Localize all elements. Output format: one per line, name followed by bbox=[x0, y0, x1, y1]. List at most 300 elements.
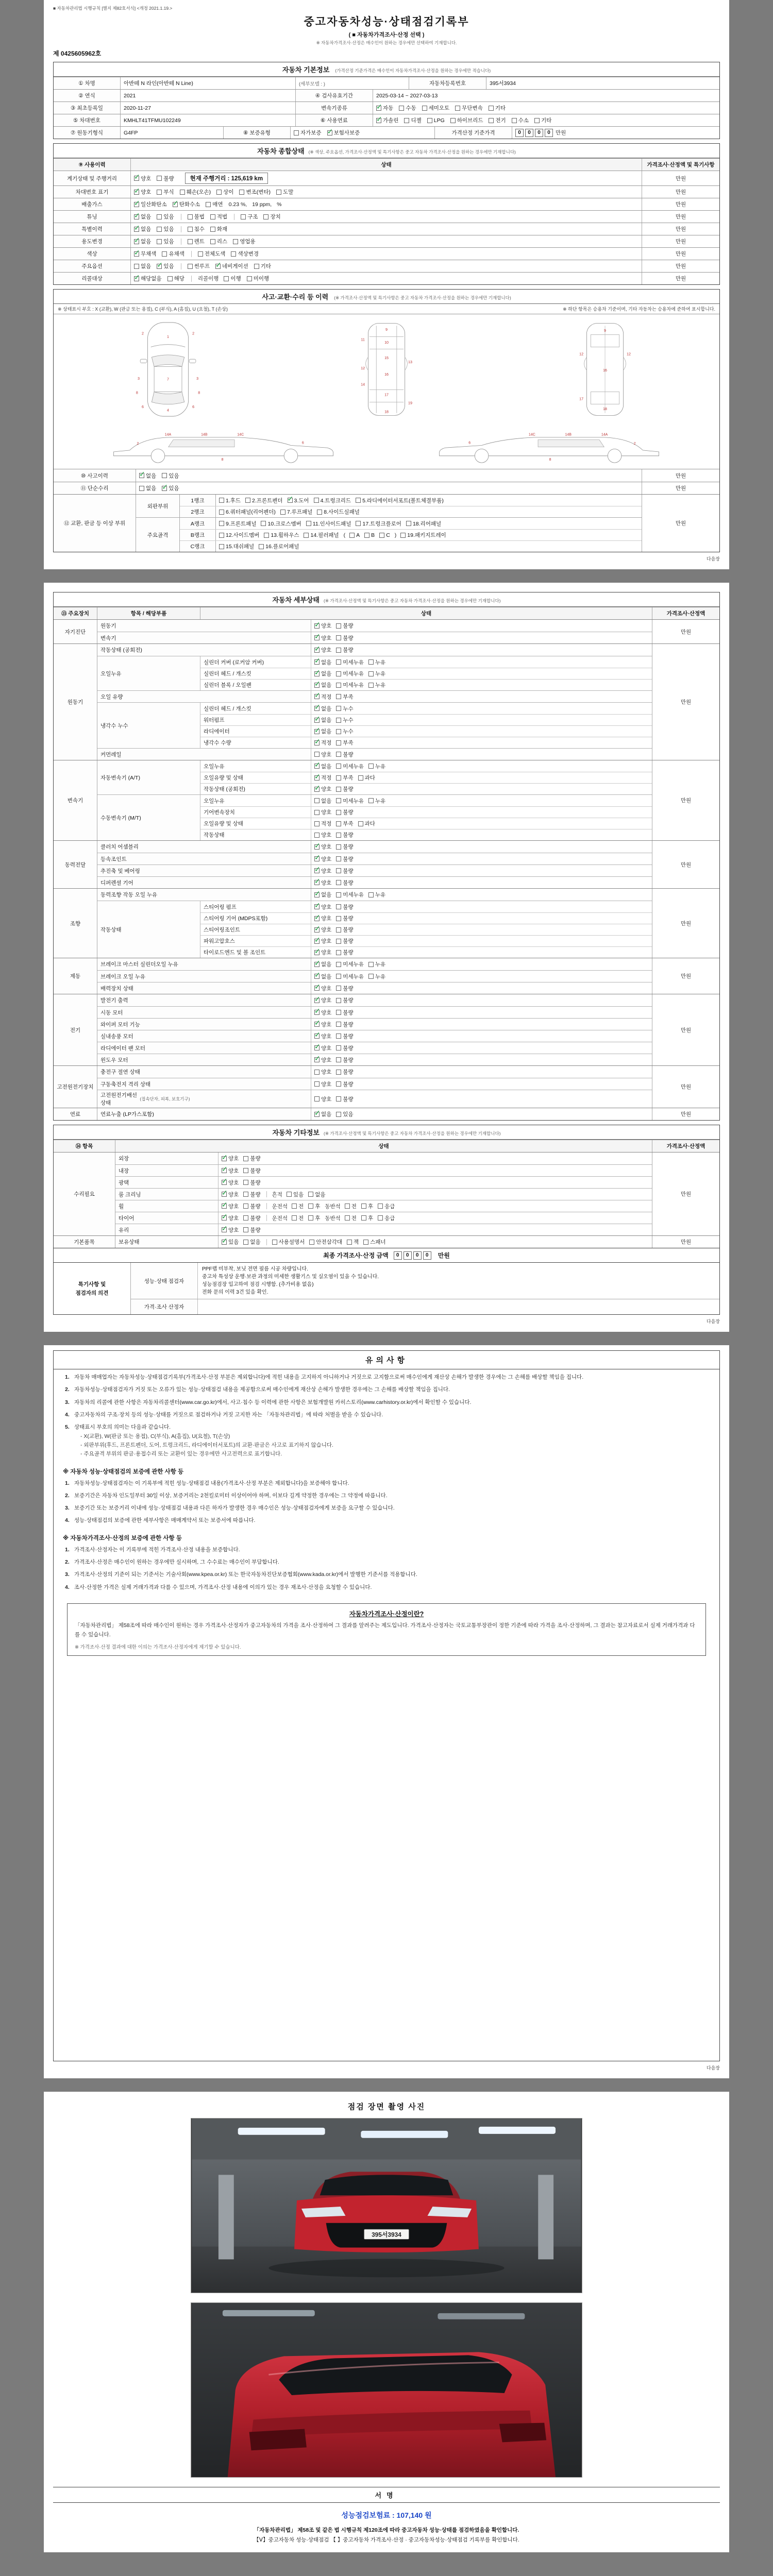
checkbox-box[interactable] bbox=[222, 1168, 227, 1173]
checkbox-option[interactable] bbox=[134, 225, 151, 233]
checkbox-option[interactable] bbox=[294, 129, 322, 137]
checkbox-box[interactable] bbox=[314, 648, 320, 653]
checkbox-option[interactable] bbox=[314, 716, 331, 724]
checkbox-option[interactable] bbox=[216, 188, 233, 196]
checkbox-option[interactable] bbox=[314, 867, 331, 875]
checkbox-option[interactable] bbox=[336, 914, 353, 922]
checkbox-option[interactable] bbox=[198, 250, 226, 258]
checkbox-box[interactable] bbox=[399, 106, 404, 111]
checkbox-option[interactable] bbox=[336, 622, 353, 630]
checkbox-option[interactable] bbox=[314, 1110, 331, 1118]
checkbox-option[interactable] bbox=[336, 693, 353, 701]
checkbox-option[interactable] bbox=[422, 104, 450, 112]
checkbox-option[interactable] bbox=[489, 104, 506, 112]
checkbox-box[interactable] bbox=[427, 118, 432, 123]
checkbox-option[interactable] bbox=[314, 727, 331, 735]
checkbox-option[interactable] bbox=[314, 820, 331, 827]
checkbox-option[interactable] bbox=[134, 238, 151, 245]
checkbox-box[interactable] bbox=[263, 214, 268, 219]
checkbox-option[interactable] bbox=[314, 774, 331, 782]
checkbox-option[interactable] bbox=[134, 175, 151, 182]
checkbox-option[interactable] bbox=[292, 1214, 304, 1222]
checkbox-box[interactable] bbox=[336, 798, 341, 803]
checkbox-box[interactable] bbox=[306, 521, 311, 526]
checkbox-option[interactable] bbox=[239, 188, 271, 196]
checkbox-box[interactable] bbox=[314, 635, 320, 640]
checkbox-option[interactable] bbox=[345, 1214, 357, 1222]
checkbox-option[interactable] bbox=[206, 200, 223, 208]
checkbox-box[interactable] bbox=[309, 1240, 314, 1245]
checkbox-option[interactable] bbox=[336, 785, 353, 793]
checkbox-option[interactable] bbox=[243, 1179, 260, 1187]
checkbox-option[interactable] bbox=[314, 808, 331, 816]
checkbox-option[interactable] bbox=[224, 275, 241, 282]
checkbox-box[interactable] bbox=[243, 1156, 248, 1161]
checkbox-box[interactable] bbox=[336, 706, 341, 711]
checkbox-box[interactable] bbox=[336, 1112, 341, 1117]
checkbox-box[interactable] bbox=[134, 176, 139, 181]
checkbox-option[interactable] bbox=[455, 104, 483, 112]
checkbox-option[interactable] bbox=[489, 116, 506, 124]
checkbox-option[interactable] bbox=[134, 275, 162, 282]
checkbox-option[interactable] bbox=[162, 472, 179, 480]
checkbox-option[interactable] bbox=[231, 250, 259, 258]
checkbox-option[interactable] bbox=[336, 831, 353, 839]
checkbox-option[interactable] bbox=[314, 926, 331, 934]
checkbox-option[interactable] bbox=[336, 1044, 353, 1052]
checkbox-option[interactable] bbox=[368, 973, 385, 980]
checkbox-box[interactable] bbox=[455, 106, 460, 111]
checkbox-option[interactable] bbox=[400, 531, 446, 539]
checkbox-option[interactable] bbox=[134, 250, 156, 258]
checkbox-option[interactable] bbox=[336, 996, 353, 1004]
checkbox-box[interactable] bbox=[336, 904, 341, 909]
checkbox-box[interactable] bbox=[308, 1204, 313, 1209]
checkbox-box[interactable] bbox=[314, 1096, 320, 1101]
checkbox-box[interactable] bbox=[336, 810, 341, 815]
checkbox-option[interactable] bbox=[314, 973, 331, 980]
checkbox-option[interactable] bbox=[336, 727, 353, 735]
checkbox-option[interactable] bbox=[368, 670, 385, 677]
checkbox-box[interactable] bbox=[314, 974, 320, 979]
checkbox-option[interactable] bbox=[349, 532, 360, 538]
checkbox-box[interactable] bbox=[162, 473, 167, 478]
checkbox-box[interactable] bbox=[364, 533, 369, 538]
checkbox-box[interactable] bbox=[450, 118, 456, 123]
checkbox-box[interactable] bbox=[376, 106, 381, 111]
checkbox-option[interactable] bbox=[336, 960, 364, 968]
checkbox-option[interactable] bbox=[308, 1191, 325, 1198]
checkbox-option[interactable] bbox=[304, 531, 339, 539]
checkbox-option[interactable] bbox=[336, 985, 353, 992]
checkbox-option[interactable] bbox=[336, 937, 353, 945]
checkbox-box[interactable] bbox=[314, 962, 320, 967]
checkbox-box[interactable] bbox=[336, 856, 341, 861]
checkbox-box[interactable] bbox=[512, 118, 517, 123]
checkbox-box[interactable] bbox=[314, 787, 320, 792]
checkbox-option[interactable] bbox=[280, 508, 312, 516]
checkbox-box[interactable] bbox=[368, 671, 374, 676]
checkbox-option[interactable] bbox=[336, 1009, 353, 1016]
checkbox-option[interactable] bbox=[314, 670, 331, 677]
checkbox-option[interactable] bbox=[173, 200, 200, 208]
checkbox-box[interactable] bbox=[314, 764, 320, 769]
checkbox-box[interactable] bbox=[345, 1215, 350, 1221]
checkbox-box[interactable] bbox=[139, 473, 144, 478]
checkbox-option[interactable] bbox=[314, 843, 331, 851]
checkbox-box[interactable] bbox=[134, 251, 139, 257]
checkbox-box[interactable] bbox=[157, 227, 162, 232]
checkbox-option[interactable] bbox=[219, 531, 259, 539]
checkbox-option[interactable] bbox=[327, 129, 360, 137]
checkbox-box[interactable] bbox=[219, 533, 224, 538]
checkbox-option[interactable] bbox=[336, 739, 353, 747]
checkbox-option[interactable] bbox=[314, 739, 331, 747]
checkbox-box[interactable] bbox=[314, 706, 320, 711]
checkbox-box[interactable] bbox=[336, 1022, 341, 1027]
checkbox-option[interactable] bbox=[287, 1191, 304, 1198]
checkbox-option[interactable] bbox=[379, 532, 390, 538]
checkbox-box[interactable] bbox=[379, 533, 384, 538]
checkbox-box[interactable] bbox=[314, 1045, 320, 1050]
checkbox-box[interactable] bbox=[243, 1204, 248, 1209]
checkbox-box[interactable] bbox=[280, 510, 285, 515]
checkbox-box[interactable] bbox=[210, 239, 215, 244]
checkbox-option[interactable] bbox=[336, 820, 353, 827]
checkbox-box[interactable] bbox=[215, 264, 221, 269]
checkbox-box[interactable] bbox=[222, 1156, 227, 1161]
checkbox-box[interactable] bbox=[358, 775, 363, 781]
checkbox-box[interactable] bbox=[134, 239, 139, 244]
checkbox-box[interactable] bbox=[134, 202, 139, 207]
checkbox-option[interactable] bbox=[314, 1095, 331, 1103]
checkbox-option[interactable] bbox=[219, 520, 256, 528]
checkbox-box[interactable] bbox=[314, 740, 320, 745]
checkbox-option[interactable] bbox=[314, 831, 331, 839]
checkbox-box[interactable] bbox=[222, 1180, 227, 1185]
checkbox-option[interactable] bbox=[157, 175, 174, 182]
checkbox-box[interactable] bbox=[314, 623, 320, 629]
checkbox-option[interactable] bbox=[450, 116, 483, 124]
checkbox-option[interactable] bbox=[222, 1179, 239, 1187]
checkbox-option[interactable] bbox=[314, 1068, 331, 1076]
checkbox-option[interactable] bbox=[427, 117, 445, 124]
checkbox-box[interactable] bbox=[162, 251, 167, 257]
checkbox-option[interactable] bbox=[336, 705, 353, 713]
checkbox-box[interactable] bbox=[219, 498, 224, 503]
checkbox-box[interactable] bbox=[314, 775, 320, 781]
checkbox-box[interactable] bbox=[336, 927, 341, 933]
checkbox-option[interactable] bbox=[188, 238, 205, 245]
checkbox-option[interactable] bbox=[288, 497, 309, 504]
checkbox-box[interactable] bbox=[222, 1192, 227, 1197]
checkbox-option[interactable] bbox=[314, 497, 351, 504]
checkbox-box[interactable] bbox=[243, 1240, 248, 1245]
checkbox-option[interactable] bbox=[243, 1191, 260, 1198]
checkbox-box[interactable] bbox=[314, 1010, 320, 1015]
checkbox-box[interactable] bbox=[336, 998, 341, 1003]
checkbox-box[interactable] bbox=[314, 1081, 320, 1087]
checkbox-option[interactable] bbox=[314, 937, 331, 945]
checkbox-option[interactable] bbox=[512, 116, 529, 124]
checkbox-box[interactable] bbox=[314, 1070, 320, 1075]
checkbox-box[interactable] bbox=[292, 1215, 297, 1221]
checkbox-box[interactable] bbox=[304, 533, 309, 538]
checkbox-option[interactable] bbox=[361, 1202, 373, 1210]
checkbox-box[interactable] bbox=[314, 927, 320, 933]
checkbox-option[interactable] bbox=[314, 797, 331, 805]
checkbox-box[interactable] bbox=[157, 239, 162, 244]
checkbox-box[interactable] bbox=[222, 1204, 227, 1209]
checkbox-box[interactable] bbox=[336, 844, 341, 850]
checkbox-box[interactable] bbox=[261, 521, 266, 526]
checkbox-option[interactable] bbox=[134, 200, 167, 208]
checkbox-box[interactable] bbox=[349, 533, 355, 538]
checkbox-option[interactable] bbox=[356, 497, 444, 504]
checkbox-box[interactable] bbox=[243, 1227, 248, 1232]
checkbox-box[interactable] bbox=[336, 939, 341, 944]
checkbox-box[interactable] bbox=[219, 544, 224, 549]
checkbox-box[interactable] bbox=[314, 939, 320, 944]
checkbox-box[interactable] bbox=[336, 694, 341, 699]
checkbox-option[interactable] bbox=[162, 250, 184, 258]
checkbox-box[interactable] bbox=[336, 718, 341, 723]
checkbox-box[interactable] bbox=[139, 486, 144, 491]
checkbox-box[interactable] bbox=[376, 118, 381, 123]
checkbox-option[interactable] bbox=[336, 670, 364, 677]
checkbox-option[interactable] bbox=[314, 646, 331, 654]
checkbox-option[interactable] bbox=[363, 1238, 385, 1246]
checkbox-option[interactable] bbox=[276, 188, 293, 196]
checkbox-box[interactable] bbox=[336, 648, 341, 653]
checkbox-option[interactable] bbox=[376, 104, 393, 112]
checkbox-option[interactable] bbox=[188, 225, 205, 233]
checkbox-option[interactable] bbox=[378, 1202, 395, 1210]
checkbox-option[interactable] bbox=[356, 520, 401, 528]
checkbox-option[interactable] bbox=[272, 1238, 305, 1246]
checkbox-box[interactable] bbox=[157, 176, 162, 181]
checkbox-box[interactable] bbox=[287, 1192, 292, 1197]
checkbox-option[interactable] bbox=[336, 646, 353, 654]
checkbox-option[interactable] bbox=[364, 532, 375, 538]
checkbox-option[interactable] bbox=[245, 497, 282, 504]
checkbox-box[interactable] bbox=[206, 202, 211, 207]
checkbox-box[interactable] bbox=[336, 1096, 341, 1101]
checkbox-option[interactable] bbox=[259, 543, 299, 550]
checkbox-box[interactable] bbox=[222, 1240, 227, 1245]
checkbox-box[interactable] bbox=[368, 974, 374, 979]
checkbox-option[interactable] bbox=[314, 762, 331, 770]
checkbox-option[interactable] bbox=[219, 497, 241, 504]
checkbox-box[interactable] bbox=[361, 1215, 366, 1221]
checkbox-box[interactable] bbox=[264, 533, 269, 538]
checkbox-option[interactable] bbox=[292, 1202, 304, 1210]
checkbox-option[interactable] bbox=[314, 879, 331, 887]
checkbox-option[interactable] bbox=[243, 1155, 260, 1162]
checkbox-box[interactable] bbox=[245, 498, 250, 503]
checkbox-box[interactable] bbox=[314, 1033, 320, 1039]
checkbox-box[interactable] bbox=[361, 1204, 366, 1209]
checkbox-box[interactable] bbox=[314, 844, 320, 850]
checkbox-box[interactable] bbox=[308, 1192, 313, 1197]
checkbox-option[interactable] bbox=[314, 903, 331, 911]
checkbox-box[interactable] bbox=[336, 729, 341, 734]
checkbox-option[interactable] bbox=[336, 1068, 353, 1076]
checkbox-box[interactable] bbox=[363, 1240, 368, 1245]
checkbox-option[interactable] bbox=[336, 948, 353, 956]
checkbox-option[interactable] bbox=[314, 1056, 331, 1064]
checkbox-box[interactable] bbox=[422, 106, 427, 111]
checkbox-box[interactable] bbox=[198, 251, 203, 257]
checkbox-box[interactable] bbox=[162, 486, 167, 491]
checkbox-box[interactable] bbox=[314, 1022, 320, 1027]
checkbox-box[interactable] bbox=[157, 190, 162, 195]
checkbox-box[interactable] bbox=[243, 1215, 248, 1221]
checkbox-option[interactable] bbox=[314, 1044, 331, 1052]
checkbox-box[interactable] bbox=[314, 904, 320, 909]
checkbox-box[interactable] bbox=[173, 202, 178, 207]
checkbox-option[interactable] bbox=[336, 797, 364, 805]
checkbox-box[interactable] bbox=[368, 659, 374, 665]
checkbox-box[interactable] bbox=[134, 276, 139, 281]
checkbox-option[interactable] bbox=[345, 1202, 357, 1210]
checkbox-option[interactable] bbox=[157, 225, 174, 233]
checkbox-option[interactable] bbox=[336, 658, 364, 666]
checkbox-option[interactable] bbox=[336, 634, 353, 642]
checkbox-box[interactable] bbox=[243, 1168, 248, 1173]
checkbox-option[interactable] bbox=[254, 262, 271, 270]
checkbox-box[interactable] bbox=[314, 810, 320, 815]
checkbox-box[interactable] bbox=[167, 276, 173, 281]
checkbox-option[interactable] bbox=[336, 903, 353, 911]
checkbox-box[interactable] bbox=[292, 1204, 297, 1209]
checkbox-box[interactable] bbox=[336, 683, 341, 688]
checkbox-box[interactable] bbox=[336, 635, 341, 640]
checkbox-box[interactable] bbox=[314, 856, 320, 861]
checkbox-box[interactable] bbox=[243, 1180, 248, 1185]
checkbox-box[interactable] bbox=[489, 106, 494, 111]
checkbox-option[interactable] bbox=[308, 1214, 320, 1222]
checkbox-option[interactable] bbox=[314, 960, 331, 968]
checkbox-option[interactable] bbox=[222, 1155, 239, 1162]
checkbox-box[interactable] bbox=[336, 740, 341, 745]
checkbox-box[interactable] bbox=[314, 752, 320, 757]
checkbox-box[interactable] bbox=[336, 916, 341, 921]
checkbox-box[interactable] bbox=[314, 498, 319, 503]
checkbox-box[interactable] bbox=[314, 986, 320, 991]
checkbox-box[interactable] bbox=[314, 1057, 320, 1062]
checkbox-option[interactable] bbox=[314, 785, 331, 793]
checkbox-option[interactable] bbox=[336, 1056, 353, 1064]
checkbox-option[interactable] bbox=[309, 1238, 342, 1246]
checkbox-box[interactable] bbox=[336, 1010, 341, 1015]
checkbox-box[interactable] bbox=[336, 962, 341, 967]
checkbox-option[interactable] bbox=[222, 1191, 239, 1198]
checkbox-box[interactable] bbox=[219, 521, 224, 526]
checkbox-box[interactable] bbox=[347, 1240, 352, 1245]
checkbox-box[interactable] bbox=[368, 892, 374, 897]
checkbox-option[interactable] bbox=[314, 681, 331, 689]
checkbox-option[interactable] bbox=[314, 1080, 331, 1088]
checkbox-option[interactable] bbox=[314, 634, 331, 642]
checkbox-box[interactable] bbox=[336, 974, 341, 979]
checkbox-box[interactable] bbox=[336, 764, 341, 769]
checkbox-option[interactable] bbox=[314, 751, 331, 758]
checkbox-box[interactable] bbox=[336, 623, 341, 629]
checkbox-option[interactable] bbox=[336, 681, 364, 689]
checkbox-option[interactable] bbox=[336, 1021, 353, 1028]
checkbox-box[interactable] bbox=[336, 986, 341, 991]
checkbox-box[interactable] bbox=[336, 892, 341, 897]
checkbox-box[interactable] bbox=[314, 998, 320, 1003]
checkbox-option[interactable] bbox=[368, 891, 385, 899]
checkbox-box[interactable] bbox=[336, 1045, 341, 1050]
checkbox-box[interactable] bbox=[134, 264, 139, 269]
checkbox-option[interactable] bbox=[336, 1110, 353, 1118]
checkbox-box[interactable] bbox=[134, 214, 139, 219]
checkbox-box[interactable] bbox=[336, 950, 341, 955]
checkbox-option[interactable] bbox=[314, 658, 331, 666]
checkbox-box[interactable] bbox=[345, 1204, 350, 1209]
checkbox-option[interactable] bbox=[139, 484, 156, 492]
checkbox-box[interactable] bbox=[378, 1215, 383, 1221]
checkbox-box[interactable] bbox=[188, 264, 193, 269]
checkbox-box[interactable] bbox=[336, 880, 341, 885]
checkbox-box[interactable] bbox=[314, 659, 320, 665]
checkbox-option[interactable] bbox=[314, 948, 331, 956]
checkbox-box[interactable] bbox=[314, 683, 320, 688]
checkbox-option[interactable] bbox=[188, 213, 205, 221]
checkbox-option[interactable] bbox=[336, 762, 364, 770]
checkbox-option[interactable] bbox=[261, 520, 301, 528]
checkbox-option[interactable] bbox=[314, 622, 331, 630]
checkbox-box[interactable] bbox=[259, 544, 264, 549]
checkbox-option[interactable] bbox=[361, 1214, 373, 1222]
checkbox-box[interactable] bbox=[314, 950, 320, 955]
checkbox-box[interactable] bbox=[254, 264, 259, 269]
checkbox-option[interactable] bbox=[243, 1202, 260, 1210]
checkbox-option[interactable] bbox=[314, 914, 331, 922]
checkbox-box[interactable] bbox=[239, 190, 244, 195]
checkbox-option[interactable] bbox=[314, 996, 331, 1004]
checkbox-option[interactable] bbox=[222, 1202, 239, 1210]
checkbox-option[interactable] bbox=[308, 1202, 320, 1210]
checkbox-box[interactable] bbox=[134, 190, 139, 195]
checkbox-box[interactable] bbox=[314, 798, 320, 803]
checkbox-option[interactable] bbox=[243, 1167, 260, 1175]
checkbox-option[interactable] bbox=[314, 705, 331, 713]
checkbox-option[interactable] bbox=[314, 1009, 331, 1016]
checkbox-option[interactable] bbox=[210, 238, 227, 245]
checkbox-option[interactable] bbox=[404, 116, 421, 124]
checkbox-box[interactable] bbox=[368, 764, 374, 769]
checkbox-option[interactable] bbox=[336, 808, 353, 816]
checkbox-option[interactable] bbox=[347, 1238, 359, 1246]
checkbox-option[interactable] bbox=[139, 472, 156, 480]
checkbox-box[interactable] bbox=[314, 916, 320, 921]
checkbox-box[interactable] bbox=[404, 118, 409, 123]
checkbox-box[interactable] bbox=[294, 130, 299, 135]
checkbox-option[interactable] bbox=[219, 508, 276, 516]
checkbox-box[interactable] bbox=[224, 276, 229, 281]
checkbox-box[interactable] bbox=[314, 1112, 320, 1117]
checkbox-option[interactable] bbox=[157, 238, 174, 245]
checkbox-option[interactable] bbox=[241, 213, 258, 221]
checkbox-box[interactable] bbox=[336, 671, 341, 676]
checkbox-box[interactable] bbox=[210, 227, 215, 232]
checkbox-option[interactable] bbox=[376, 116, 398, 124]
checkbox-option[interactable] bbox=[157, 262, 174, 270]
